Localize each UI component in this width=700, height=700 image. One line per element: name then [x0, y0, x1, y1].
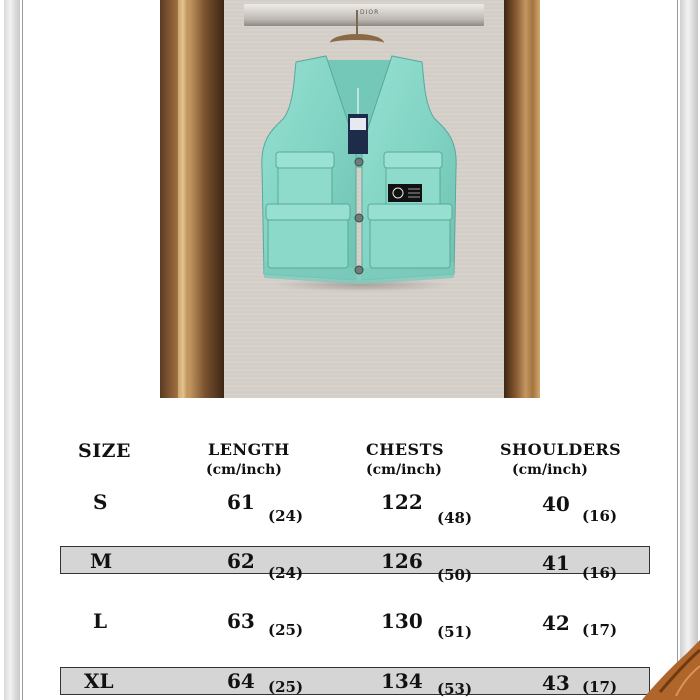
row-m-length-inch: (24): [268, 564, 304, 582]
row-xl-chest: 134: [381, 669, 423, 693]
header-length: LENGTH: [208, 440, 290, 459]
row-m-chest-inch: (50): [437, 566, 473, 584]
row-m-shoulder: 41: [542, 551, 570, 575]
row-m-size: M: [90, 549, 113, 573]
row-s-length: 61: [227, 490, 255, 514]
row-s-shoulder: 40: [542, 492, 570, 516]
frame-left-border: [4, 0, 20, 700]
row-s-chest: 122: [381, 490, 423, 514]
row-l-chest-inch: (51): [437, 623, 473, 641]
frame-right-rule: [677, 0, 678, 700]
row-l-length-inch: (25): [268, 621, 304, 639]
row-m-length: 62: [227, 549, 255, 573]
corner-bag-strap: [642, 640, 700, 700]
row-l-chest: 130: [381, 609, 423, 633]
product-photo: [160, 0, 540, 398]
left-pillar: [160, 0, 224, 398]
row-xl-shoulder-inch: (17): [582, 678, 618, 696]
row-s-length-inch: (24): [268, 507, 304, 525]
row-s-chest-inch: (48): [437, 509, 473, 527]
header-length-unit: (cm/inch): [206, 462, 282, 478]
row-xl-size: XL: [84, 669, 114, 693]
row-s-size: S: [93, 490, 108, 514]
frame-right-border: [680, 0, 698, 700]
vest-image: [256, 48, 462, 284]
row-l-shoulder: 42: [542, 611, 570, 635]
row-l-size: L: [93, 609, 108, 633]
frame-left-rule: [22, 0, 23, 700]
shelf-label: DIOR: [360, 9, 380, 16]
row-xl-shoulder: 43: [542, 671, 570, 695]
row-m-shoulder-inch: (16): [582, 564, 618, 582]
row-s-shoulder-inch: (16): [582, 507, 618, 525]
header-shoulders: SHOULDERS: [500, 440, 622, 459]
row-m-chest: 126: [381, 549, 423, 573]
row-xl-length: 64: [227, 669, 255, 693]
row-l-length: 63: [227, 609, 255, 633]
row-xl-length-inch: (25): [268, 678, 304, 696]
header-chests-unit: (cm/inch): [366, 462, 442, 478]
row-l-shoulder-inch: (17): [582, 621, 618, 639]
header-shoulders-unit: (cm/inch): [512, 462, 588, 478]
row-xl-chest-inch: (53): [437, 680, 473, 698]
right-pillar: [504, 0, 540, 398]
header-size: SIZE: [78, 440, 131, 462]
header-chests: CHESTS: [366, 440, 445, 459]
